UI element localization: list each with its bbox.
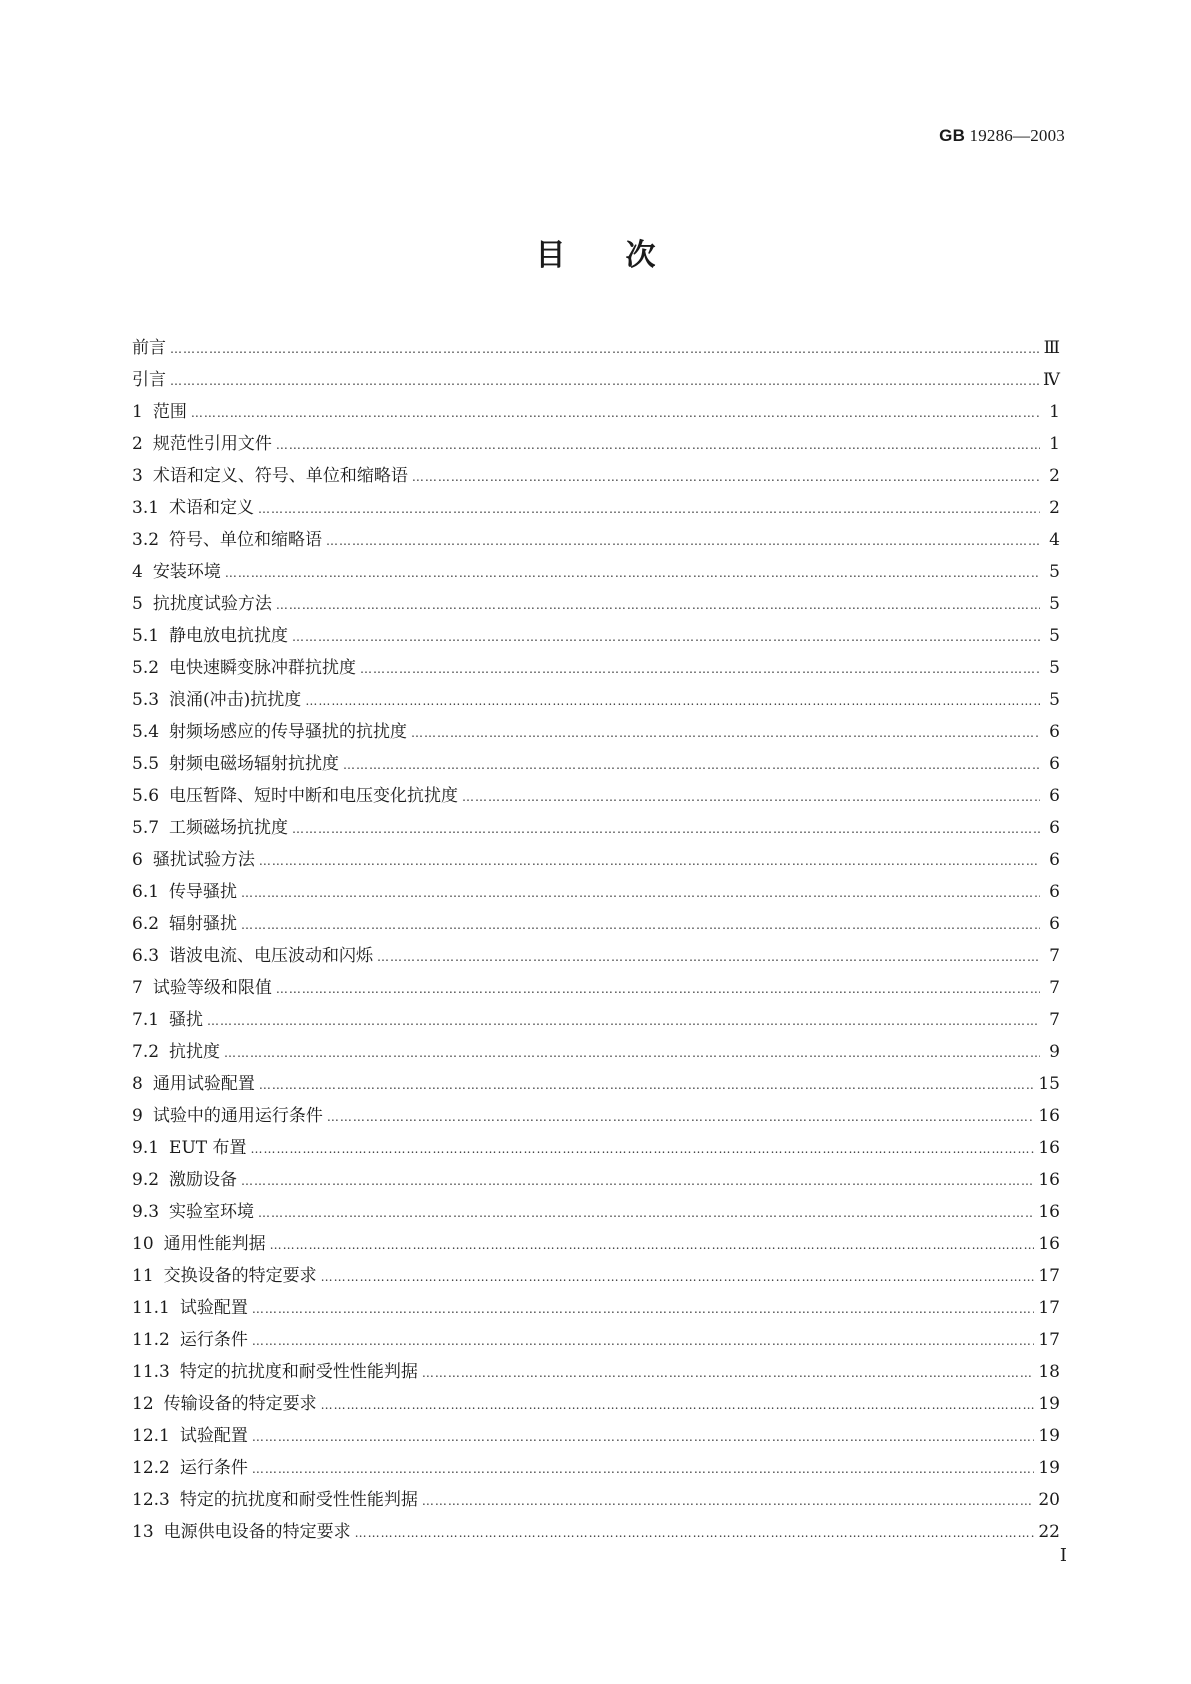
- toc-entry-title: 引言: [132, 370, 166, 390]
- toc-entry-title: 特定的抗扰度和耐受性性能判据: [179, 1490, 418, 1510]
- toc-entry-number: 6.2: [132, 914, 160, 934]
- toc-entry-page: 20: [1038, 1490, 1060, 1510]
- toc-entry-title: 交换设备的特定要求: [163, 1266, 317, 1286]
- standard-prefix: GB: [939, 126, 966, 145]
- toc-entry-title: 符号、单位和缩略语: [169, 530, 323, 550]
- toc-entry-page: 5: [1049, 626, 1060, 646]
- toc-entry-page: 16: [1038, 1202, 1060, 1222]
- toc-entry-title: 射频场感应的传导骚扰的抗扰度: [169, 722, 408, 742]
- toc-entry[interactable]: [132, 908, 1060, 940]
- toc-entry[interactable]: [132, 1260, 1060, 1292]
- dot-leader: [327, 1101, 1035, 1133]
- toc-entry-page: 17: [1038, 1266, 1060, 1286]
- toc-entry-number: 11: [132, 1266, 154, 1286]
- toc-entry-title: 静电放电抗扰度: [169, 626, 289, 646]
- dot-leader: [241, 909, 1040, 941]
- toc-entry[interactable]: [132, 1388, 1060, 1420]
- toc-entry-title: 浪涌(冲击)抗扰度: [169, 690, 302, 710]
- table-of-contents: [132, 332, 1060, 1548]
- dot-leader: [276, 589, 1040, 621]
- toc-entry-page: 7: [1049, 1010, 1060, 1030]
- toc-entry[interactable]: [132, 1516, 1060, 1548]
- dot-leader: [422, 1485, 1035, 1517]
- toc-entry-number: 7.1: [132, 1010, 160, 1030]
- toc-entry-page: 19: [1038, 1426, 1060, 1446]
- toc-entry[interactable]: [132, 556, 1060, 588]
- standard-number: [939, 126, 1065, 146]
- toc-entry-page: 6: [1049, 722, 1060, 742]
- toc-entry-number: 6.1: [132, 882, 160, 902]
- dot-leader: [321, 1389, 1035, 1421]
- dot-leader: [252, 1453, 1035, 1485]
- toc-entry-number: 8: [132, 1074, 143, 1094]
- toc-entry-title: 运行条件: [179, 1458, 248, 1478]
- toc-entry[interactable]: [132, 588, 1060, 620]
- toc-entry-number: 5.7: [132, 818, 160, 838]
- toc-entry[interactable]: [132, 844, 1060, 876]
- toc-entry-title: 辐射骚扰: [169, 914, 238, 934]
- dot-leader: [292, 813, 1040, 845]
- toc-entry-number: 9.1: [132, 1138, 160, 1158]
- toc-entry[interactable]: [132, 428, 1060, 460]
- toc-entry-page: 5: [1049, 658, 1060, 678]
- dot-leader: [252, 1293, 1035, 1325]
- toc-entry-number: 5.2: [132, 658, 160, 678]
- dot-leader: [252, 1325, 1035, 1357]
- toc-entry-title: 传导骚扰: [169, 882, 238, 902]
- toc-entry-page: 19: [1038, 1458, 1060, 1478]
- toc-entry-number: 9: [132, 1106, 143, 1126]
- toc-entry-page: 5: [1049, 594, 1060, 614]
- toc-entry-page: 15: [1038, 1074, 1060, 1094]
- toc-entry-title: 特定的抗扰度和耐受性性能判据: [179, 1362, 418, 1382]
- toc-entry-number: 9.2: [132, 1170, 160, 1190]
- toc-entry-number: 3.1: [132, 498, 160, 518]
- toc-entry-title: 工频磁场抗扰度: [169, 818, 289, 838]
- toc-entry-number: 11.3: [132, 1362, 170, 1382]
- toc-entry[interactable]: [132, 524, 1060, 556]
- dot-leader: [258, 493, 1040, 525]
- toc-entry-page: 6: [1049, 850, 1060, 870]
- toc-entry[interactable]: [132, 492, 1060, 524]
- toc-entry-title: 运行条件: [179, 1330, 248, 1350]
- toc-entry-number: 12.3: [132, 1490, 170, 1510]
- toc-entry-page: 7: [1049, 946, 1060, 966]
- toc-entry-number: 3.2: [132, 530, 160, 550]
- toc-entry-number: 5.4: [132, 722, 160, 742]
- toc-entry[interactable]: [132, 1068, 1060, 1100]
- toc-entry-title: 通用试验配置: [152, 1074, 255, 1094]
- toc-entry-number: 5.3: [132, 690, 160, 710]
- toc-entry[interactable]: [132, 716, 1060, 748]
- toc-entry-page: 18: [1038, 1362, 1060, 1382]
- toc-entry-number: 12.1: [132, 1426, 170, 1446]
- toc-entry-page: 6: [1049, 754, 1060, 774]
- dot-leader: [225, 557, 1040, 589]
- toc-entry[interactable]: [132, 1356, 1060, 1388]
- toc-entry-title: 射频电磁场辐射抗扰度: [169, 754, 340, 774]
- toc-entry-title: 激励设备: [169, 1170, 238, 1190]
- toc-entry[interactable]: [132, 972, 1060, 1004]
- toc-entry[interactable]: [132, 940, 1060, 972]
- toc-entry-page: 22: [1038, 1522, 1060, 1542]
- toc-entry-title: 传输设备的特定要求: [163, 1394, 317, 1414]
- dot-leader: [276, 429, 1040, 461]
- toc-entry-page: 6: [1049, 914, 1060, 934]
- toc-entry[interactable]: [132, 1324, 1060, 1356]
- toc-entry-number: 6: [132, 850, 143, 870]
- toc-entry-page: 1: [1049, 434, 1060, 454]
- dot-leader: [241, 877, 1040, 909]
- toc-entry-number: 5.6: [132, 786, 160, 806]
- toc-entry[interactable]: [132, 460, 1060, 492]
- toc-entry[interactable]: [132, 876, 1060, 908]
- toc-entry-title: 试验中的通用运行条件: [152, 1106, 323, 1126]
- toc-entry-number: 10: [132, 1234, 154, 1254]
- toc-entry-page: 6: [1049, 786, 1060, 806]
- dot-leader: [252, 1421, 1035, 1453]
- dot-leader: [170, 333, 1040, 365]
- toc-entry-number: 4: [132, 562, 143, 582]
- dot-leader: [292, 621, 1040, 653]
- toc-entry-title: 试验配置: [179, 1298, 248, 1318]
- dot-leader: [251, 1133, 1035, 1165]
- toc-entry[interactable]: [132, 684, 1060, 716]
- toc-entry-number: 11.2: [132, 1330, 170, 1350]
- toc-entry[interactable]: [132, 780, 1060, 812]
- toc-entry[interactable]: [132, 652, 1060, 684]
- toc-entry-title: 通用性能判据: [163, 1234, 266, 1254]
- toc-entry[interactable]: [132, 1004, 1060, 1036]
- toc-entry-page: 4: [1049, 530, 1060, 550]
- toc-entry[interactable]: [132, 1164, 1060, 1196]
- toc-entry-number: 5.1: [132, 626, 160, 646]
- toc-entry-page: Ⅳ: [1043, 370, 1060, 390]
- toc-entry-title: 抗扰度: [169, 1042, 221, 1062]
- toc-entry-page: Ⅲ: [1043, 338, 1060, 358]
- dot-leader: [276, 973, 1040, 1005]
- toc-entry[interactable]: [132, 1420, 1060, 1452]
- toc-entry-title: 电压暂降、短时中断和电压变化抗扰度: [169, 786, 459, 806]
- toc-entry[interactable]: [132, 812, 1060, 844]
- toc-entry-number: 5.5: [132, 754, 160, 774]
- toc-entry-title: 谐波电流、电压波动和闪烁: [169, 946, 374, 966]
- toc-entry-title: 前言: [132, 338, 166, 358]
- toc-entry-page: 6: [1049, 882, 1060, 902]
- toc-entry[interactable]: [132, 1100, 1060, 1132]
- toc-entry-title: 规范性引用文件: [152, 434, 272, 454]
- dot-leader: [170, 365, 1039, 397]
- dot-leader: [321, 1261, 1035, 1293]
- toc-entry-title: 电源供电设备的特定要求: [163, 1522, 351, 1542]
- toc-entry[interactable]: [132, 1228, 1060, 1260]
- dot-leader: [360, 653, 1040, 685]
- toc-entry-page: 6: [1049, 818, 1060, 838]
- dot-leader: [259, 1069, 1035, 1101]
- toc-entry-title: 范围: [152, 402, 187, 422]
- toc-entry-page: 16: [1038, 1170, 1060, 1190]
- toc-entry-title: 骚扰试验方法: [152, 850, 255, 870]
- toc-entry-page: 16: [1038, 1138, 1060, 1158]
- toc-entry-title: 试验等级和限值: [152, 978, 272, 998]
- toc-entry-page: 17: [1038, 1330, 1060, 1350]
- dot-leader: [259, 845, 1040, 877]
- toc-entry-number: 11.1: [132, 1298, 170, 1318]
- toc-entry-number: 12.2: [132, 1458, 170, 1478]
- toc-entry-page: 2: [1049, 498, 1060, 518]
- toc-entry[interactable]: [132, 1132, 1060, 1164]
- toc-entry-title: 抗扰度试验方法: [152, 594, 272, 614]
- toc-entry-page: 5: [1049, 562, 1060, 582]
- toc-entry-number: 9.3: [132, 1202, 160, 1222]
- toc-entry-title: 试验配置: [179, 1426, 248, 1446]
- dot-leader: [355, 1517, 1035, 1549]
- toc-entry-page: 2: [1049, 466, 1060, 486]
- dot-leader: [224, 1037, 1040, 1069]
- toc-entry-number: 2: [132, 434, 143, 454]
- toc-entry-number: 13: [132, 1522, 154, 1542]
- toc-entry[interactable]: [132, 1036, 1060, 1068]
- toc-entry-number: 7: [132, 978, 143, 998]
- toc-entry-title: 实验室环境: [169, 1202, 255, 1222]
- toc-entry-page: 9: [1049, 1042, 1060, 1062]
- dot-leader: [412, 461, 1040, 493]
- toc-entry-title: 术语和定义、符号、单位和缩略语: [152, 466, 408, 486]
- toc-entry-page: 1: [1049, 402, 1060, 422]
- toc-entry[interactable]: [132, 364, 1060, 396]
- dot-leader: [258, 1197, 1034, 1229]
- page-title: 目次: [535, 238, 716, 273]
- toc-entry-page: 16: [1038, 1106, 1060, 1126]
- dot-leader: [462, 781, 1040, 813]
- dot-leader: [270, 1229, 1035, 1261]
- toc-entry[interactable]: [132, 1292, 1060, 1324]
- standard-code: 19286—2003: [969, 126, 1065, 145]
- dot-leader: [326, 525, 1040, 557]
- toc-entry[interactable]: [132, 1196, 1060, 1228]
- dot-leader: [207, 1005, 1040, 1037]
- toc-entry-title: EUT 布置: [169, 1138, 247, 1158]
- toc-entry-page: 17: [1038, 1298, 1060, 1318]
- toc-entry-number: 12: [132, 1394, 154, 1414]
- toc-entry-number: 1: [132, 402, 143, 422]
- toc-entry[interactable]: [132, 620, 1060, 652]
- toc-entry-number: 5: [132, 594, 143, 614]
- dot-leader: [191, 397, 1040, 429]
- toc-entry[interactable]: [132, 1484, 1060, 1516]
- toc-entry[interactable]: [132, 1452, 1060, 1484]
- toc-entry[interactable]: [132, 396, 1060, 428]
- dot-leader: [305, 685, 1040, 717]
- toc-entry-page: 19: [1038, 1394, 1060, 1414]
- toc-entry-number: 3: [132, 466, 143, 486]
- toc-entry-title: 安装环境: [152, 562, 221, 582]
- toc-entry[interactable]: [132, 748, 1060, 780]
- toc-entry-page: 7: [1049, 978, 1060, 998]
- toc-entry-page: 16: [1038, 1234, 1060, 1254]
- toc-entry-number: 7.2: [132, 1042, 160, 1062]
- dot-leader: [377, 941, 1040, 973]
- page-folio: I: [1059, 1545, 1067, 1566]
- toc-entry-title: 骚扰: [169, 1010, 204, 1030]
- dot-leader: [411, 717, 1040, 749]
- toc-entry-page: 5: [1049, 690, 1060, 710]
- toc-entry[interactable]: [132, 332, 1060, 364]
- toc-entry-title: 电快速瞬变脉冲群抗扰度: [169, 658, 357, 678]
- dot-leader: [422, 1357, 1035, 1389]
- toc-entry-number: 6.3: [132, 946, 160, 966]
- toc-entry-title: 术语和定义: [169, 498, 255, 518]
- dot-leader: [343, 749, 1040, 781]
- dot-leader: [241, 1165, 1034, 1197]
